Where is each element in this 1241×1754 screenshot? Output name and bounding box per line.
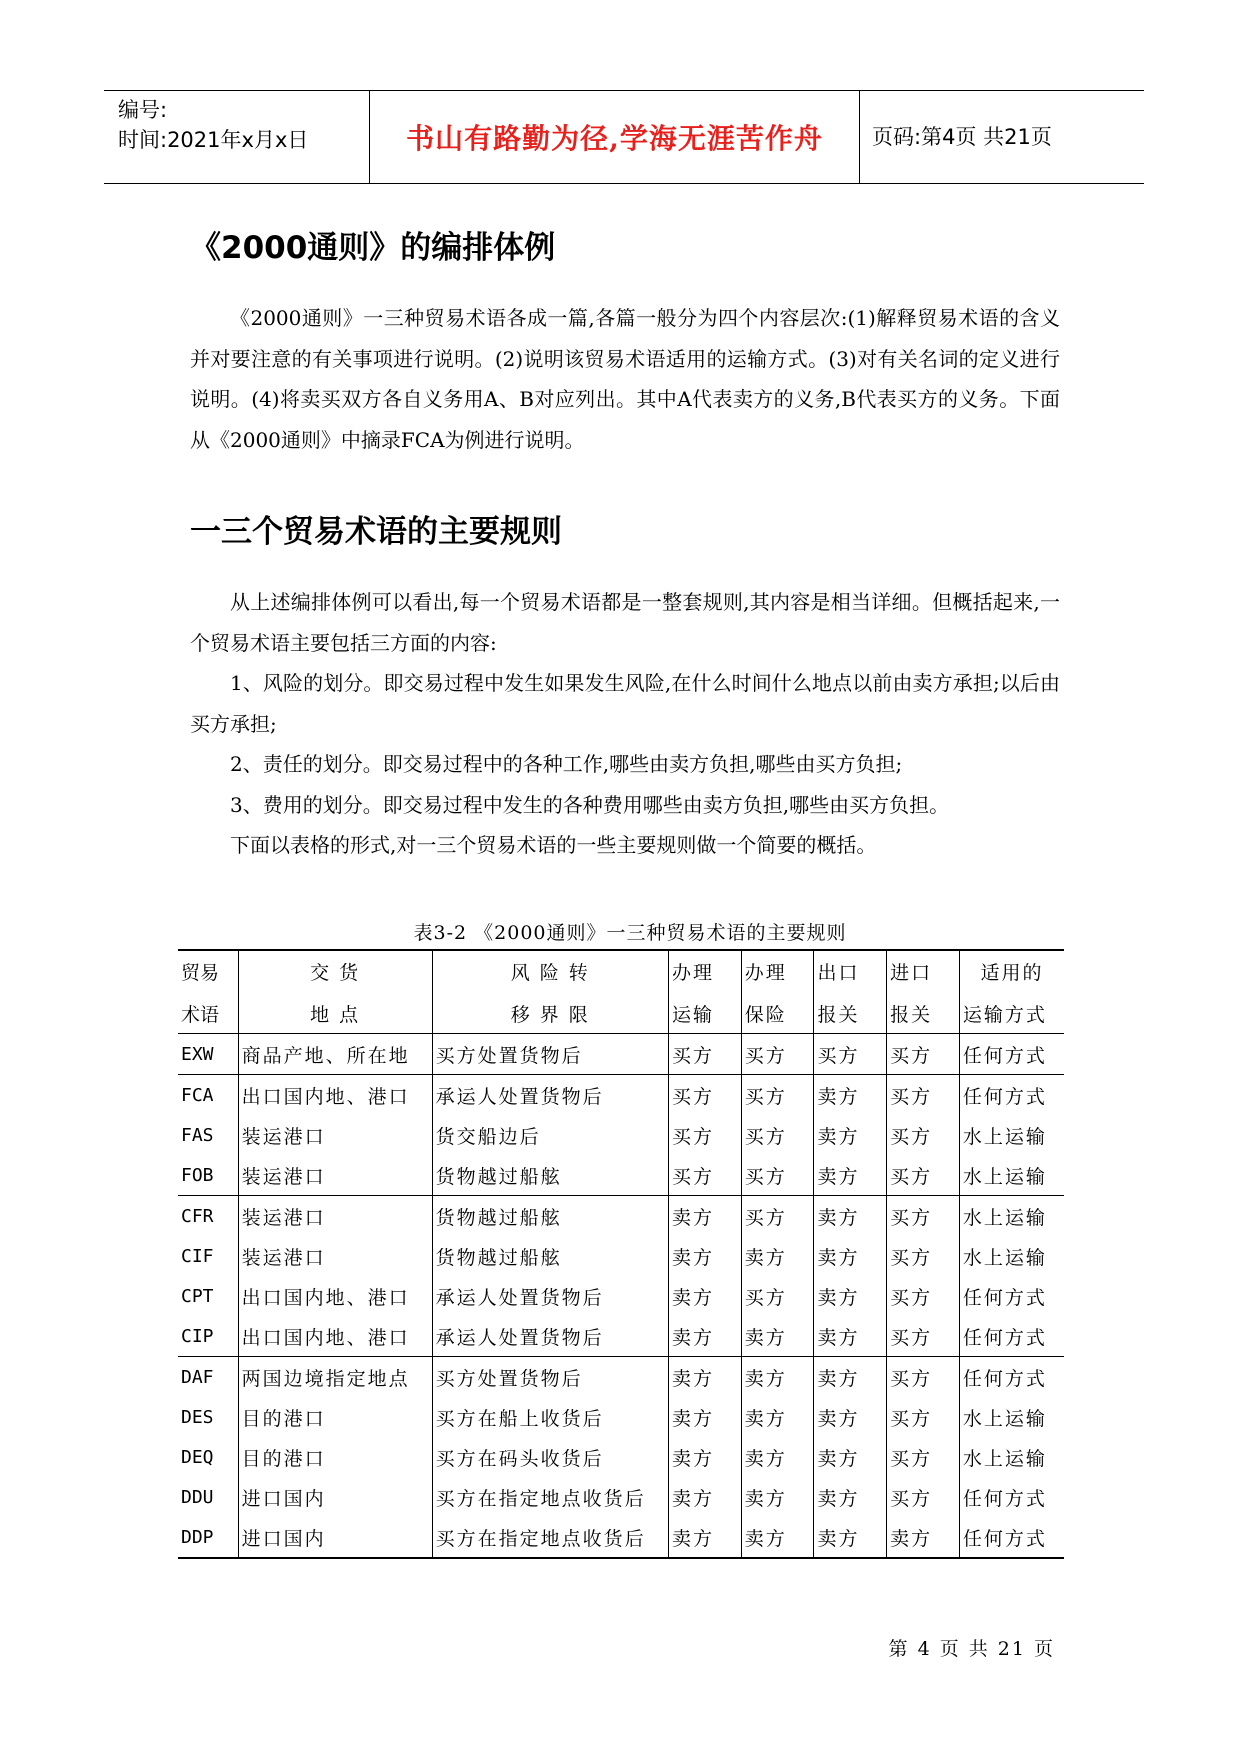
table-cell: DDP (178, 1517, 238, 1558)
table-cell: 卖方 (668, 1477, 741, 1517)
table-cell: FOB (178, 1155, 238, 1196)
table-cell: 卖方 (814, 1196, 887, 1237)
document-number-label: 编号: (118, 98, 168, 122)
header-motto: 书山有路勤为径,学海无涯苦作舟 (406, 122, 823, 155)
table-cell: 买方在指定地点收货后 (432, 1517, 668, 1558)
table-cell: DDU (181, 1486, 214, 1508)
table-row (178, 1316, 1064, 1357)
header-meta (118, 95, 308, 155)
table-cell: 任何方式 (959, 1316, 1064, 1357)
table-cell: 买方 (887, 1115, 960, 1155)
table-cell: 卖方 (668, 1276, 741, 1316)
table-header-row (178, 950, 1064, 991)
table-cell: 卖方 (668, 1196, 741, 1237)
paragraph: 下面以表格的形式,对一三个贸易术语的一些主要规则做一个简要的概括。 (230, 833, 877, 857)
table-cell: 卖方 (814, 1115, 887, 1155)
section-paragraph-layout (190, 298, 1060, 460)
table-header-cell: 贸易 (178, 950, 238, 991)
table-cell: 卖方 (741, 1236, 814, 1276)
header-page-number: 页码:第4页 共21页 (872, 125, 1052, 149)
table-cell: FAS (181, 1124, 214, 1146)
document-time-label: 时间:2021年x月x日 (118, 128, 309, 152)
table-cell: 买方 (668, 1115, 741, 1155)
section-title-rules: 一三个贸易术语的主要规则 (190, 514, 562, 550)
table-cell: DAF (181, 1366, 214, 1388)
table-row (178, 1357, 1064, 1398)
table-body (178, 1034, 1064, 1559)
table-cell: 买方在船上收货后 (432, 1397, 668, 1437)
table-cell: 装运港口 (238, 1196, 432, 1237)
table-cell: 承运人处置货物后 (432, 1316, 668, 1357)
table-cell: 买方 (887, 1357, 960, 1398)
table-cell: 买方 (887, 1316, 960, 1357)
table-cell: 买方 (887, 1437, 960, 1477)
table-cell: EXW (178, 1034, 238, 1075)
table-cell: 买方处置货物后 (432, 1034, 668, 1075)
table-cell: 卖方 (814, 1276, 887, 1316)
table-cell: 水上运输 (959, 1196, 1064, 1237)
table-cell: 买方 (741, 1196, 814, 1237)
paragraph: 3、费用的划分。即交易过程中发生的各种费用哪些由卖方负担,哪些由买方负担。 (230, 792, 950, 817)
table-cell: 水上运输 (959, 1397, 1064, 1437)
table-cell: 出口国内地、港口 (238, 1276, 432, 1316)
table-cell: 进口国内 (238, 1517, 432, 1558)
table-row (178, 1196, 1064, 1237)
table-cell: 卖方 (814, 1236, 887, 1276)
paragraph: 2、责任的划分。即交易过程中的各种工作,哪些由卖方负担,哪些由买方负担; (230, 752, 903, 776)
table-row (178, 1437, 1064, 1477)
table-cell: 买方 (887, 1034, 960, 1075)
table-cell: 任何方式 (959, 1517, 1064, 1558)
table-header-cell: 交 货 (238, 950, 432, 991)
table-header-row (178, 991, 1064, 1034)
table-cell: 买方 (668, 1155, 741, 1196)
table-cell: 买方 (887, 1075, 960, 1116)
table-cell: CPT (181, 1285, 214, 1307)
table-cell: 承运人处置货物后 (432, 1075, 668, 1116)
table-cell: 货物越过船舷 (432, 1155, 668, 1196)
table-cell: 货物越过船舷 (432, 1236, 668, 1276)
table-cell: 买方 (887, 1477, 960, 1517)
table-cell: 水上运输 (959, 1155, 1064, 1196)
table-cell: 水上运输 (959, 1115, 1064, 1155)
table-row (178, 1517, 1064, 1558)
paragraph: 1、风险的划分。即交易过程中发生如果发生风险,在什么时间什么地点以前由卖方承担;以后由买方承担; (190, 671, 1060, 736)
table-cell: 买方 (741, 1034, 814, 1075)
table-cell: 买方 (887, 1276, 960, 1316)
table-cell: 进口国内 (238, 1477, 432, 1517)
table-cell: 卖方 (741, 1517, 814, 1558)
table-row (178, 1397, 1064, 1437)
table-cell: 商品产地、所在地 (238, 1034, 432, 1075)
table-cell: 卖方 (814, 1316, 887, 1357)
table-cell: 货交船边后 (432, 1115, 668, 1155)
table-header-cell: 报关 (887, 991, 960, 1034)
table-cell: 卖方 (668, 1236, 741, 1276)
table-cell: 卖方 (814, 1155, 887, 1196)
table-cell: 买方 (741, 1115, 814, 1155)
table-header-cell: 适用的 (959, 950, 1064, 991)
table-row (178, 1236, 1064, 1276)
table-cell: 卖方 (668, 1357, 741, 1398)
paragraph: 《2000通则》一三种贸易术语各成一篇,各篇一般分为四个内容层次:(1)解释贸易术语的含义并对要注意的有关事项进行说明。(2)说明该贸易术语适用的运输方式。(3)对有关名词的定义进行说明。(4)将卖买双方各自义务用A、B对应列出。其中A代表卖方的义务,B代表买方的义务。下面从《2000通则》中摘录FCA为例进行说明。 (190, 306, 1060, 452)
table-row (178, 1034, 1064, 1075)
table-cell: 买方 (887, 1397, 960, 1437)
table-cell: 买方 (887, 1236, 960, 1276)
table-cell: 水上运输 (959, 1236, 1064, 1276)
table-cell: 买方 (887, 1196, 960, 1237)
table-row (178, 1477, 1064, 1517)
table-cell: 任何方式 (959, 1075, 1064, 1116)
table-header-cell: 术语 (178, 991, 238, 1034)
page-header (104, 90, 1144, 184)
table-cell: 目的港口 (238, 1437, 432, 1477)
table-cell: 任何方式 (959, 1034, 1064, 1075)
table-caption: 表3-2 《2000通则》一三种贸易术语的主要规则 (413, 922, 847, 944)
table-cell: 卖方 (887, 1517, 960, 1558)
table-cell: 目的港口 (238, 1397, 432, 1437)
table-cell: 卖方 (741, 1316, 814, 1357)
table-cell: 承运人处置货物后 (432, 1276, 668, 1316)
table-cell: 装运港口 (238, 1236, 432, 1276)
table-cell: 卖方 (741, 1357, 814, 1398)
table-row (178, 1155, 1064, 1196)
table-cell: 出口国内地、港口 (238, 1316, 432, 1357)
table-header-cell: 风 险 转 (432, 950, 668, 991)
table-cell: 卖方 (741, 1437, 814, 1477)
table-cell: 货物越过船舷 (432, 1196, 668, 1237)
table-cell: 装运港口 (238, 1115, 432, 1155)
table-cell: 卖方 (814, 1437, 887, 1477)
table-cell: 装运港口 (238, 1155, 432, 1196)
table-cell: 卖方 (668, 1517, 741, 1558)
table-cell: 任何方式 (959, 1357, 1064, 1398)
table-cell: DES (181, 1406, 214, 1428)
table-header-cell: 报关 (814, 991, 887, 1034)
table-row (178, 1115, 1064, 1155)
table-row (178, 1276, 1064, 1316)
table-header-cell: 出口 (814, 950, 887, 991)
header-divider-right (859, 91, 860, 183)
page-footer: 第 4 页 共 21 页 (888, 1638, 1055, 1660)
table-cell: 卖方 (814, 1477, 887, 1517)
table-cell: 买方处置货物后 (432, 1357, 668, 1398)
table-row (178, 1075, 1064, 1116)
table-header-cell: 保险 (741, 991, 814, 1034)
table-header-cell: 运输 (668, 991, 741, 1034)
table-cell: 任何方式 (959, 1477, 1064, 1517)
table-header-cell: 办理 (741, 950, 814, 991)
table-cell: 买方 (887, 1155, 960, 1196)
table-cell: 任何方式 (959, 1276, 1064, 1316)
table-cell: 卖方 (741, 1397, 814, 1437)
table-cell: 买方 (741, 1276, 814, 1316)
table-cell: 买方 (814, 1034, 887, 1075)
table-cell: 卖方 (668, 1437, 741, 1477)
table-cell: 买方 (668, 1075, 741, 1116)
table-cell: 卖方 (814, 1075, 887, 1116)
table-cell: 出口国内地、港口 (238, 1075, 432, 1116)
table-cell: 买方在码头收货后 (432, 1437, 668, 1477)
table-cell: CIF (181, 1245, 214, 1267)
table-cell: FCA (181, 1084, 214, 1106)
table-cell: 卖方 (741, 1477, 814, 1517)
table-header-cell: 地 点 (238, 991, 432, 1034)
table-cell: DEQ (181, 1446, 214, 1468)
table-cell: 卖方 (814, 1397, 887, 1437)
table-cell: 买方在指定地点收货后 (432, 1477, 668, 1517)
table-cell: 买方 (668, 1034, 741, 1075)
table-cell: 卖方 (814, 1517, 887, 1558)
section-title-layout: 《2000通则》的编排体例 (190, 230, 556, 266)
paragraph: 从上述编排体例可以看出,每一个贸易术语都是一整套规则,其内容是相当详细。但概括起来,一个贸易术语主要包括三方面的内容: (190, 590, 1060, 655)
table-cell: 买方 (741, 1155, 814, 1196)
table-cell: 水上运输 (959, 1437, 1064, 1477)
table-cell: CIP (178, 1316, 238, 1357)
section-paragraphs-rules (190, 582, 1060, 866)
table-header-cell: 进口 (887, 950, 960, 991)
trade-terms-table (178, 949, 1064, 1559)
table-cell: 卖方 (814, 1357, 887, 1398)
table-header-cell: 移 界 限 (432, 991, 668, 1034)
table-cell: 卖方 (668, 1397, 741, 1437)
table-cell: 两国边境指定地点 (238, 1357, 432, 1398)
table-header-cell: 办理 (668, 950, 741, 991)
table-cell: CFR (181, 1205, 214, 1227)
table-cell: 卖方 (668, 1316, 741, 1357)
table-cell: 买方 (741, 1075, 814, 1116)
table-header-cell: 运输方式 (959, 991, 1064, 1034)
